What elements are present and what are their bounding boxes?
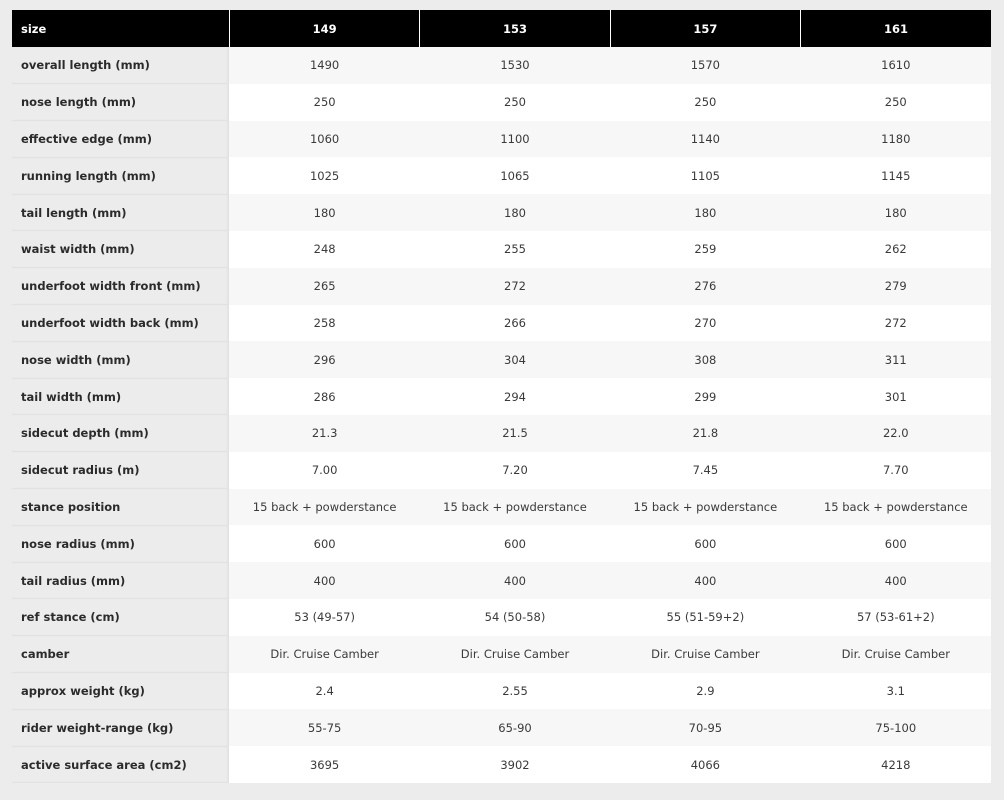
row-label: waist width (mm) xyxy=(12,231,229,268)
header-size-161: 161 xyxy=(801,10,991,47)
table-cell: 272 xyxy=(420,268,610,305)
table-cell: 53 (49-57) xyxy=(229,599,419,636)
table-cell: 7.70 xyxy=(801,452,991,489)
row-label: underfoot width front (mm) xyxy=(12,268,229,305)
table-cell: 250 xyxy=(801,84,991,121)
table-cell: 259 xyxy=(610,231,800,268)
table-cell: 180 xyxy=(420,194,610,231)
table-row xyxy=(12,562,991,599)
table-cell: 4066 xyxy=(610,746,800,783)
row-label: approx weight (kg) xyxy=(12,673,229,710)
table-cell: 600 xyxy=(420,525,610,562)
table-cell: 7.20 xyxy=(420,452,610,489)
table-cell: 1145 xyxy=(801,157,991,194)
row-label: sidecut radius (m) xyxy=(12,452,229,489)
table-cell: 180 xyxy=(229,194,419,231)
table-cell: 70-95 xyxy=(610,709,800,746)
table-row xyxy=(12,415,991,452)
row-label: camber xyxy=(12,636,229,673)
table-cell: 7.00 xyxy=(229,452,419,489)
table-cell: 294 xyxy=(420,378,610,415)
table-header-row xyxy=(12,10,991,47)
table-cell: 2.4 xyxy=(229,673,419,710)
table-cell: 311 xyxy=(801,341,991,378)
table-cell: 2.55 xyxy=(420,673,610,710)
table-row xyxy=(12,231,991,268)
table-cell: 1570 xyxy=(610,47,800,84)
table-cell: 1065 xyxy=(420,157,610,194)
table-cell: 258 xyxy=(229,305,419,342)
header-size-149: 149 xyxy=(229,10,419,47)
row-label: tail length (mm) xyxy=(12,194,229,231)
table-cell: 600 xyxy=(610,525,800,562)
table-row xyxy=(12,268,991,305)
table-cell: 15 back + powderstance xyxy=(610,489,800,526)
table-cell: 250 xyxy=(420,84,610,121)
table-cell: 21.3 xyxy=(229,415,419,452)
table-cell: 15 back + powderstance xyxy=(801,489,991,526)
table-row xyxy=(12,121,991,158)
row-label: underfoot width back (mm) xyxy=(12,305,229,342)
row-label: nose length (mm) xyxy=(12,84,229,121)
table-cell: 1140 xyxy=(610,121,800,158)
table-cell: 1060 xyxy=(229,121,419,158)
row-label: tail width (mm) xyxy=(12,378,229,415)
table-cell: 600 xyxy=(229,525,419,562)
table-cell: 3.1 xyxy=(801,673,991,710)
table-row xyxy=(12,525,991,562)
row-label: running length (mm) xyxy=(12,157,229,194)
table-row xyxy=(12,709,991,746)
table-cell: 301 xyxy=(801,378,991,415)
table-cell: 308 xyxy=(610,341,800,378)
row-label: sidecut depth (mm) xyxy=(12,415,229,452)
table-cell: 21.5 xyxy=(420,415,610,452)
table-cell: 4218 xyxy=(801,746,991,783)
table-row xyxy=(12,157,991,194)
row-label: active surface area (cm2) xyxy=(12,746,229,783)
table-cell: 21.8 xyxy=(610,415,800,452)
table-row xyxy=(12,636,991,673)
table-cell: 276 xyxy=(610,268,800,305)
row-label: nose radius (mm) xyxy=(12,525,229,562)
table-cell: 1610 xyxy=(801,47,991,84)
row-label: stance position xyxy=(12,489,229,526)
table-cell: 299 xyxy=(610,378,800,415)
table-cell: 15 back + powderstance xyxy=(420,489,610,526)
table-cell: 75-100 xyxy=(801,709,991,746)
table-cell: 55-75 xyxy=(229,709,419,746)
table-cell: 1100 xyxy=(420,121,610,158)
table-cell: 286 xyxy=(229,378,419,415)
table-row xyxy=(12,599,991,636)
table-row xyxy=(12,84,991,121)
table-cell: 22.0 xyxy=(801,415,991,452)
table-cell: 1025 xyxy=(229,157,419,194)
table-cell: 1180 xyxy=(801,121,991,158)
row-label: effective edge (mm) xyxy=(12,121,229,158)
table-cell: 1490 xyxy=(229,47,419,84)
table-cell: 600 xyxy=(801,525,991,562)
table-row xyxy=(12,341,991,378)
table-cell: Dir. Cruise Camber xyxy=(229,636,419,673)
table-cell: 400 xyxy=(229,562,419,599)
table-row xyxy=(12,305,991,342)
table-cell: 270 xyxy=(610,305,800,342)
table-cell: 180 xyxy=(801,194,991,231)
table-cell: Dir. Cruise Camber xyxy=(420,636,610,673)
table-cell: 180 xyxy=(610,194,800,231)
table-cell: 266 xyxy=(420,305,610,342)
table-cell: 250 xyxy=(610,84,800,121)
row-label: ref stance (cm) xyxy=(12,599,229,636)
table-cell: 262 xyxy=(801,231,991,268)
table-cell: 3695 xyxy=(229,746,419,783)
table-cell: 272 xyxy=(801,305,991,342)
spec-table-container xyxy=(12,10,991,783)
table-cell: 1105 xyxy=(610,157,800,194)
table-row xyxy=(12,452,991,489)
table-cell: 304 xyxy=(420,341,610,378)
table-row xyxy=(12,47,991,84)
table-row xyxy=(12,746,991,783)
table-cell: 255 xyxy=(420,231,610,268)
table-cell: 2.9 xyxy=(610,673,800,710)
table-cell: 15 back + powderstance xyxy=(229,489,419,526)
header-size-157: 157 xyxy=(610,10,800,47)
row-label: tail radius (mm) xyxy=(12,562,229,599)
row-label: nose width (mm) xyxy=(12,341,229,378)
table-cell: 1530 xyxy=(420,47,610,84)
table-body xyxy=(12,47,991,783)
table-cell: 7.45 xyxy=(610,452,800,489)
row-label: overall length (mm) xyxy=(12,47,229,84)
table-row xyxy=(12,194,991,231)
table-cell: 400 xyxy=(610,562,800,599)
table-cell: 55 (51-59+2) xyxy=(610,599,800,636)
table-cell: 400 xyxy=(801,562,991,599)
header-size-153: 153 xyxy=(420,10,610,47)
table-cell: 248 xyxy=(229,231,419,268)
table-cell: Dir. Cruise Camber xyxy=(610,636,800,673)
table-cell: 65-90 xyxy=(420,709,610,746)
table-row xyxy=(12,489,991,526)
table-cell: 250 xyxy=(229,84,419,121)
table-cell: 57 (53-61+2) xyxy=(801,599,991,636)
spec-table xyxy=(12,10,991,783)
table-row xyxy=(12,378,991,415)
table-cell: 54 (50-58) xyxy=(420,599,610,636)
table-cell: Dir. Cruise Camber xyxy=(801,636,991,673)
row-label: rider weight-range (kg) xyxy=(12,709,229,746)
table-cell: 3902 xyxy=(420,746,610,783)
table-cell: 265 xyxy=(229,268,419,305)
table-row xyxy=(12,673,991,710)
header-size-label: size xyxy=(21,21,47,36)
table-cell: 296 xyxy=(229,341,419,378)
table-cell: 400 xyxy=(420,562,610,599)
table-cell: 279 xyxy=(801,268,991,305)
